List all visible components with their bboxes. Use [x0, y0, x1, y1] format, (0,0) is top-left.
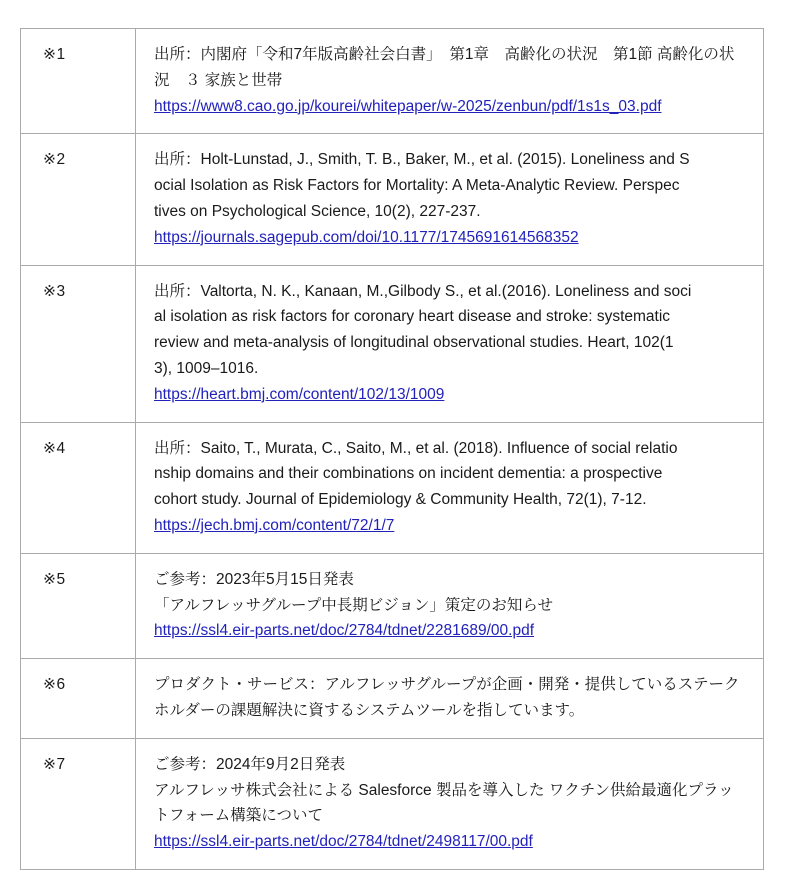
- footnote-text-line: 「アルフレッサグループ中長期ビジョン」策定のお知らせ: [154, 596, 553, 614]
- footnote-text-line: review and meta-analysis of longitudinal observational studies. Heart, 102(1: [154, 334, 674, 352]
- table-row: [21, 265, 764, 422]
- footnote-text-line: cohort study. Journal of Epidemiology & Community Health, 72(1), 7-12.: [154, 491, 647, 509]
- footnote-ref: ※6: [21, 659, 136, 739]
- footnote-text-line: 出所：Valtorta, N. K., Kanaan, M.,Gilbody S., et al.(2016). Loneliness and soci: [154, 282, 692, 300]
- footnote-ref: ※2: [21, 134, 136, 265]
- footnote-content: [136, 265, 764, 422]
- footnote-ref: ※1: [21, 29, 136, 134]
- footnote-text-line: ホルダーの課題解決に資するシステムツールを指しています。: [154, 701, 585, 719]
- footnote-text-line: ご参考：2024年9月2日発表: [154, 755, 346, 773]
- footnote-ref: ※5: [21, 553, 136, 658]
- footnote-link[interactable]: https://ssl4.eir-parts.net/doc/2784/tdnet/2498117/00.pdf: [154, 833, 533, 851]
- footnote-link[interactable]: https://heart.bmj.com/content/102/13/1009: [154, 385, 445, 403]
- table-row: [21, 738, 764, 869]
- footnote-content: [136, 134, 764, 265]
- footnote-text-line: 3), 1009–1016.: [154, 359, 259, 377]
- table-row: [21, 29, 764, 134]
- footnote-text-line: 出所：内閣府「令和7年版高齢社会白書」 第1章 高齢化の状況 第1節 高齢化の状: [154, 46, 735, 63]
- footnote-link[interactable]: https://ssl4.eir-parts.net/doc/2784/tdnet/2281689/00.pdf: [154, 622, 535, 640]
- footnote-ref: ※7: [21, 738, 136, 869]
- table-row: [21, 659, 764, 739]
- footnote-ref: ※3: [21, 265, 136, 422]
- footnotes-table: [20, 28, 764, 870]
- footnote-text-line: ご参考：2023年5月15日発表: [154, 570, 354, 588]
- footnote-content: [136, 738, 764, 869]
- footnote-text-line: アルフレッサ株式会社による Salesforce 製品を導入した ワクチン供給最適化プラッ: [154, 781, 734, 799]
- footnote-link[interactable]: https://www8.cao.go.jp/kourei/whitepaper/w-2025/zenbun/pdf/1s1s_03.pdf: [154, 97, 662, 115]
- footnote-content: [136, 29, 764, 134]
- footnote-link[interactable]: https://journals.sagepub.com/doi/10.1177/1745691614568352: [154, 228, 579, 246]
- footnote-text-line: トフォーム構築について: [154, 807, 323, 825]
- footnote-content: [136, 422, 764, 553]
- footnote-text-line: tives on Psychological Science, 10(2), 227-237.: [154, 202, 481, 220]
- footnote-ref: ※4: [21, 422, 136, 553]
- footnotes-section: [20, 28, 764, 870]
- footnote-text-line: nship domains and their combinations on incident dementia: a prospective: [154, 465, 663, 483]
- footnote-text-line: al isolation as risk factors for coronary heart disease and stroke: systematic: [154, 308, 671, 326]
- table-row: [21, 422, 764, 553]
- table-row: [21, 134, 764, 265]
- footnote-text-line: 況 ３ 家族と世帯: [154, 71, 283, 89]
- table-row: [21, 553, 764, 658]
- footnote-content: [136, 659, 764, 739]
- footnote-content: [136, 553, 764, 658]
- footnote-text-line: 出所：Saito, T., Murata, C., Saito, M., et al. (2018). Influence of social relatio: [154, 439, 678, 457]
- footnote-link[interactable]: https://jech.bmj.com/content/72/1/7: [154, 516, 395, 534]
- footnote-text-line: プロダクト・サービス：アルフレッサグループが企画・開発・提供しているステーク: [154, 676, 740, 694]
- footnote-text-line: ocial Isolation as Risk Factors for Mortality: A Meta-Analytic Review. Perspec: [154, 177, 680, 195]
- footnote-text-line: 出所：Holt-Lunstad, J., Smith, T. B., Baker, M., et al. (2015). Loneliness and S: [154, 151, 690, 169]
